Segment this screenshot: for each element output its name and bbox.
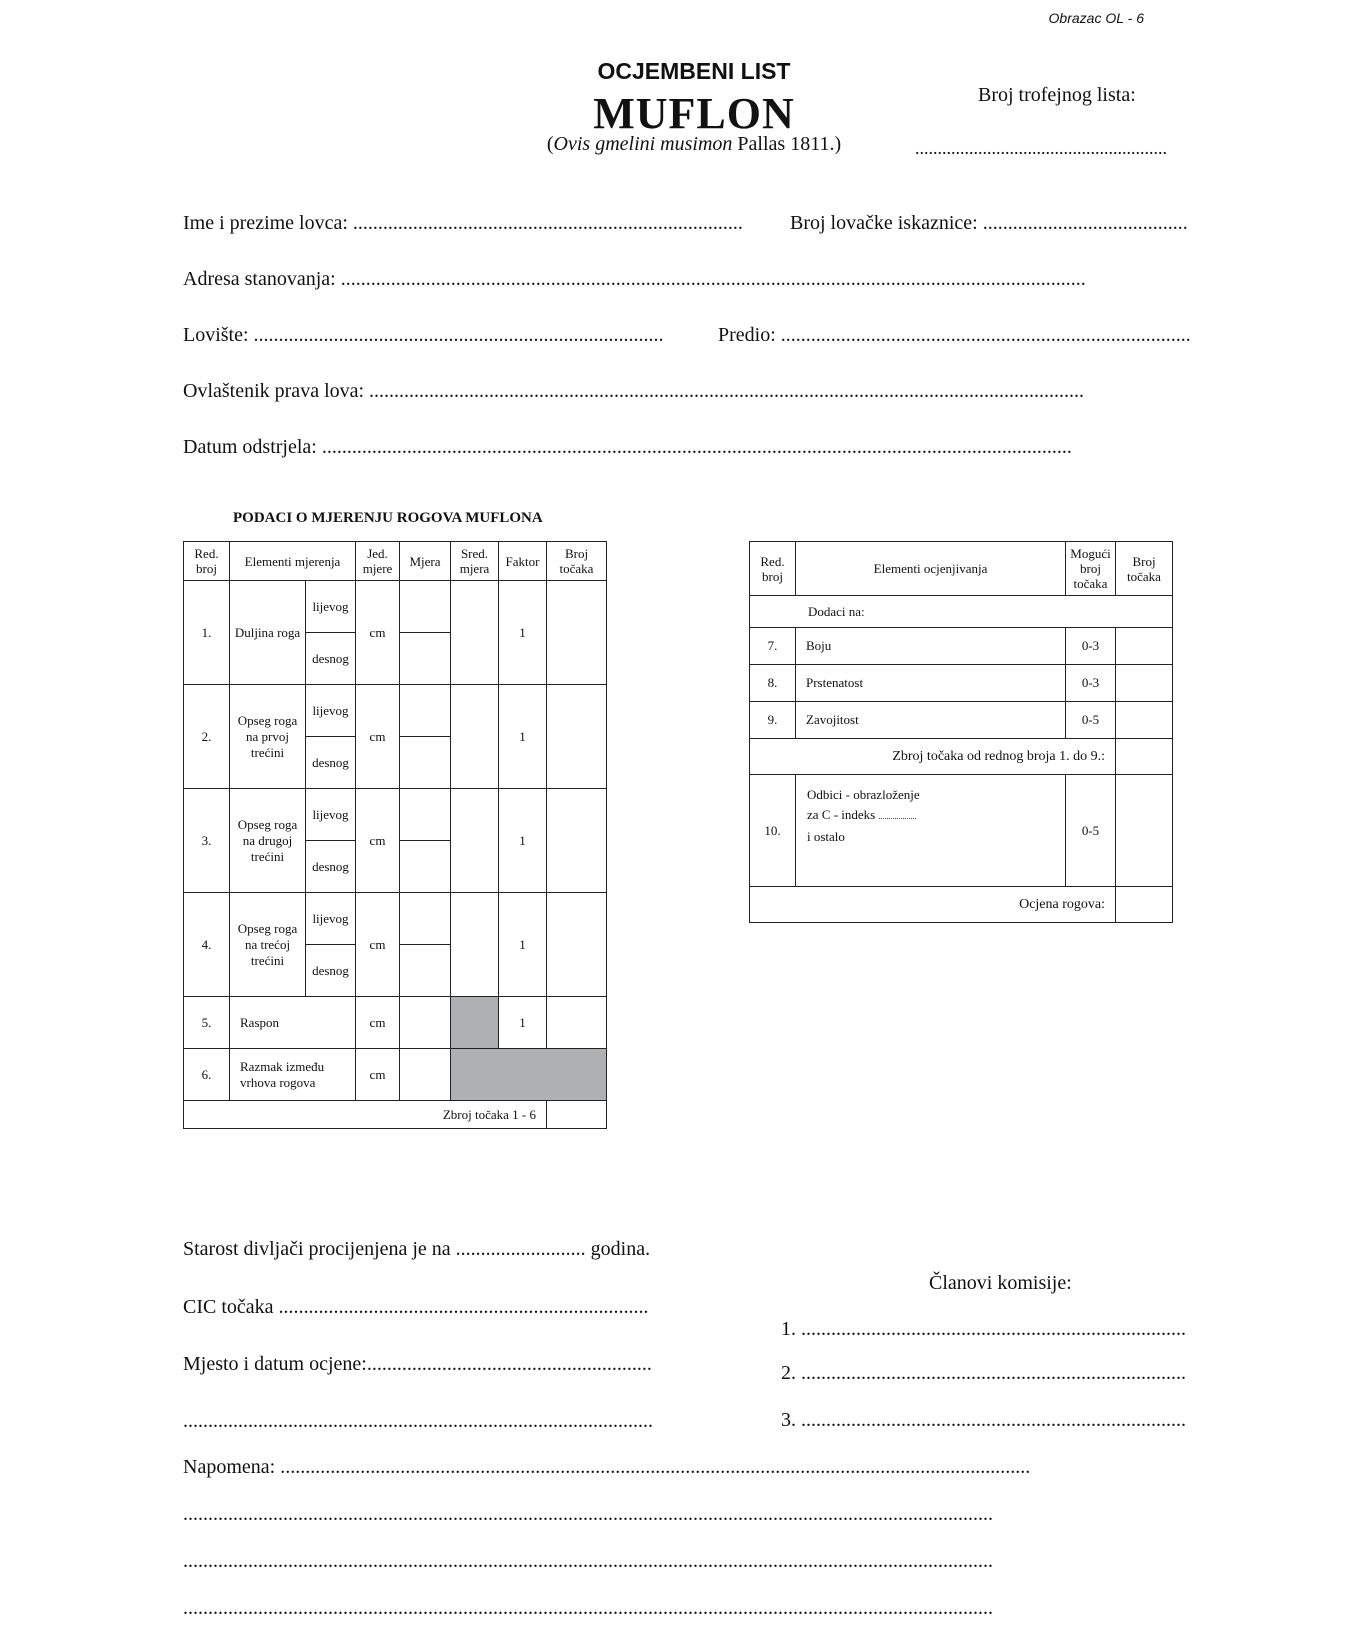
row-unit: cm [356, 997, 400, 1049]
row-number: 10. [750, 775, 796, 887]
place-date-continuation[interactable]: .............................................................................................. [183, 1410, 653, 1432]
evaluation-header-row [750, 542, 1173, 596]
additions-label: Dodaci na: [750, 596, 1173, 628]
header-broj-tocaka: Broj točaka [547, 542, 607, 581]
table-row [184, 581, 607, 633]
deduction-line3: i ostalo [807, 829, 845, 844]
note-line-1[interactable]: .................................................................................................................................................................. [183, 1503, 993, 1525]
header-elementi-mjerenja: Elementi mjerenja [230, 542, 356, 581]
right-horn-label: desnog [306, 737, 356, 789]
measurement-table [183, 541, 607, 1129]
header-moguci-broj: Mogući broj točaka [1066, 542, 1116, 596]
table-row [184, 1049, 607, 1101]
table-row [750, 702, 1173, 739]
row-factor: 1 [499, 893, 547, 997]
sum-points-cell[interactable] [1116, 739, 1173, 775]
area-field[interactable]: Predio: .................................................................................. [718, 324, 1191, 346]
row-number: 9. [750, 702, 796, 739]
left-horn-label: lijevog [306, 685, 356, 737]
row-number: 7. [750, 628, 796, 665]
form-number: Obrazac OL - 6 [1048, 10, 1144, 26]
note-line-3[interactable]: .................................................................................................................................................................. [183, 1597, 993, 1619]
final-points-cell[interactable] [1116, 887, 1173, 923]
points-cell[interactable] [1116, 702, 1173, 739]
average-cell[interactable] [451, 893, 499, 997]
latin-open-paren: ( [546, 133, 554, 155]
right-horn-label: desnog [306, 841, 356, 893]
row-number: 2. [184, 685, 230, 789]
row-range: 0-3 [1066, 628, 1116, 665]
left-horn-label: lijevog [306, 581, 356, 633]
table-row [184, 789, 607, 841]
measurement-header-row [184, 542, 607, 581]
row-element-name: Zavojitost [796, 702, 1066, 739]
header-elementi-ocjenjivanja: Elementi ocjenjivanja [796, 542, 1066, 596]
table-row [750, 665, 1173, 702]
c-index-field[interactable]: ................... [878, 812, 917, 821]
row-element-name: Opseg roga na drugoj trećini [230, 789, 306, 893]
row-number: 1. [184, 581, 230, 685]
row-unit: cm [356, 893, 400, 997]
deduction-row [750, 775, 1173, 887]
row-element-name: Razmak između vrhova rogova [230, 1049, 356, 1101]
date-shot-field[interactable]: Datum odstrjela: ...................................................................................................................................................... [183, 436, 1072, 458]
deduction-line1: Odbici - obrazloženje [807, 787, 920, 802]
header-sred-mjera: Sred. mjera [451, 542, 499, 581]
average-cell[interactable] [451, 685, 499, 789]
total-label: Zbroj točaka 1 - 6 [184, 1101, 547, 1129]
latin-species: Ovis gmelini musimon [553, 133, 733, 155]
commission-member-2[interactable]: 2. ............................................................................. [781, 1362, 1186, 1384]
deduction-points-cell[interactable] [1116, 775, 1173, 887]
note-line-2[interactable]: .................................................................................................................................................................. [183, 1550, 993, 1572]
average-cell[interactable] [451, 789, 499, 893]
header-red-broj: Red. broj [750, 542, 796, 596]
measure-cell[interactable] [400, 997, 451, 1049]
points-cell[interactable] [547, 893, 607, 997]
commission-member-3[interactable]: 3. ............................................................................. [781, 1409, 1186, 1431]
measure-left-cell[interactable] [400, 789, 451, 841]
commission-label: Članovi komisije: [929, 1272, 1072, 1294]
row-element-name: Raspon [230, 997, 356, 1049]
row-number: 4. [184, 893, 230, 997]
license-number-field[interactable]: Broj lovačke iskaznice: ......................................... [790, 212, 1188, 234]
row-factor: 1 [499, 581, 547, 685]
table-row [184, 997, 607, 1049]
trophy-list-label: Broj trofejnog lista: [978, 84, 1136, 106]
note-field[interactable]: Napomena: ...................................................................................................................................................... [183, 1456, 1031, 1478]
additions-row [750, 596, 1173, 628]
left-horn-label: lijevog [306, 789, 356, 841]
row-element-name: Opseg roga na trećoj trećini [230, 893, 306, 997]
table-row [184, 893, 607, 945]
header-red-broj: Red. broj [184, 542, 230, 581]
place-date-field[interactable]: Mjesto i datum ocjene:......................................................... [183, 1353, 652, 1375]
shaded-cell [451, 997, 499, 1049]
points-cell[interactable] [547, 789, 607, 893]
measure-right-cell[interactable] [400, 633, 451, 685]
row-range: 0-5 [1066, 702, 1116, 739]
deduction-line2 [807, 805, 1065, 827]
evaluation-table [749, 541, 1173, 923]
hunter-name-field[interactable]: Ime i prezime lovca: .............................................................................. [183, 212, 743, 234]
header-mjera: Mjera [400, 542, 451, 581]
measure-right-cell[interactable] [400, 841, 451, 893]
final-label: Ocjena rogova: [750, 887, 1116, 923]
measure-right-cell[interactable] [400, 737, 451, 789]
species-title: MUFLON [593, 89, 795, 138]
row-unit: cm [356, 581, 400, 685]
age-estimate-field[interactable]: Starost divljači procijenjena je na .......................... godina. [183, 1238, 651, 1260]
measure-left-cell[interactable] [400, 685, 451, 737]
points-cell[interactable] [547, 685, 607, 789]
total-points-cell[interactable] [547, 1101, 607, 1129]
header-jed-mjere: Jed. mjere [356, 542, 400, 581]
row-factor: 1 [499, 789, 547, 893]
shaded-cell [451, 1049, 607, 1101]
authorized-holder-field[interactable]: Ovlaštenik prava lova: ............................................................................................................................................... [183, 380, 1085, 402]
latin-author: Pallas 1811.) [732, 133, 842, 155]
measure-left-cell[interactable] [400, 893, 451, 945]
form-title: OCJEMBENI LIST [597, 58, 791, 84]
row-number: 8. [750, 665, 796, 702]
points-cell[interactable] [1116, 665, 1173, 702]
measurement-section-title: PODACI O MJERENJU ROGOVA MUFLONA [233, 510, 543, 526]
row-number: 3. [184, 789, 230, 893]
points-cell[interactable] [547, 581, 607, 685]
row-element-name: Boju [796, 628, 1066, 665]
row-factor: 1 [499, 685, 547, 789]
row-unit: cm [356, 685, 400, 789]
deduction-description [796, 775, 1066, 887]
right-horn-label: desnog [306, 945, 356, 997]
row-range: 0-5 [1066, 775, 1116, 887]
row-number: 5. [184, 997, 230, 1049]
row-range: 0-3 [1066, 665, 1116, 702]
sum-label: Zbroj točaka od rednog broja 1. do 9.: [750, 739, 1116, 775]
header-broj-tocaka: Broj točaka [1116, 542, 1173, 596]
points-cell[interactable] [547, 997, 607, 1049]
deduction-c-index-label: za C - indeks [807, 807, 876, 822]
table-row [184, 685, 607, 737]
measure-left-cell[interactable] [400, 581, 451, 633]
total-row [184, 1101, 607, 1129]
commission-member-1[interactable]: 1. ............................................................................. [781, 1318, 1186, 1340]
points-cell[interactable] [1116, 628, 1173, 665]
header-faktor: Faktor [499, 542, 547, 581]
trophy-list-field[interactable]: ........................................................ [915, 138, 1167, 158]
average-cell[interactable] [451, 581, 499, 685]
final-row [750, 887, 1173, 923]
measure-cell[interactable] [400, 1049, 451, 1101]
row-factor: 1 [499, 997, 547, 1049]
left-horn-label: lijevog [306, 893, 356, 945]
row-element-name: Duljina roga [230, 581, 306, 685]
hunting-ground-field[interactable]: Lovište: .................................................................................. [183, 324, 664, 346]
cic-points-field[interactable]: CIC točaka .......................................................................... [183, 1296, 649, 1318]
right-horn-label: desnog [306, 633, 356, 685]
row-unit: cm [356, 789, 400, 893]
sum-row [750, 739, 1173, 775]
address-field[interactable]: Adresa stanovanja: ..................................................................................................................................................... [183, 268, 1086, 290]
table-row [750, 628, 1173, 665]
row-element-name: Prstenatost [796, 665, 1066, 702]
row-unit: cm [356, 1049, 400, 1101]
row-number: 6. [184, 1049, 230, 1101]
measure-right-cell[interactable] [400, 945, 451, 997]
row-element-name: Opseg roga na prvoj trećini [230, 685, 306, 789]
